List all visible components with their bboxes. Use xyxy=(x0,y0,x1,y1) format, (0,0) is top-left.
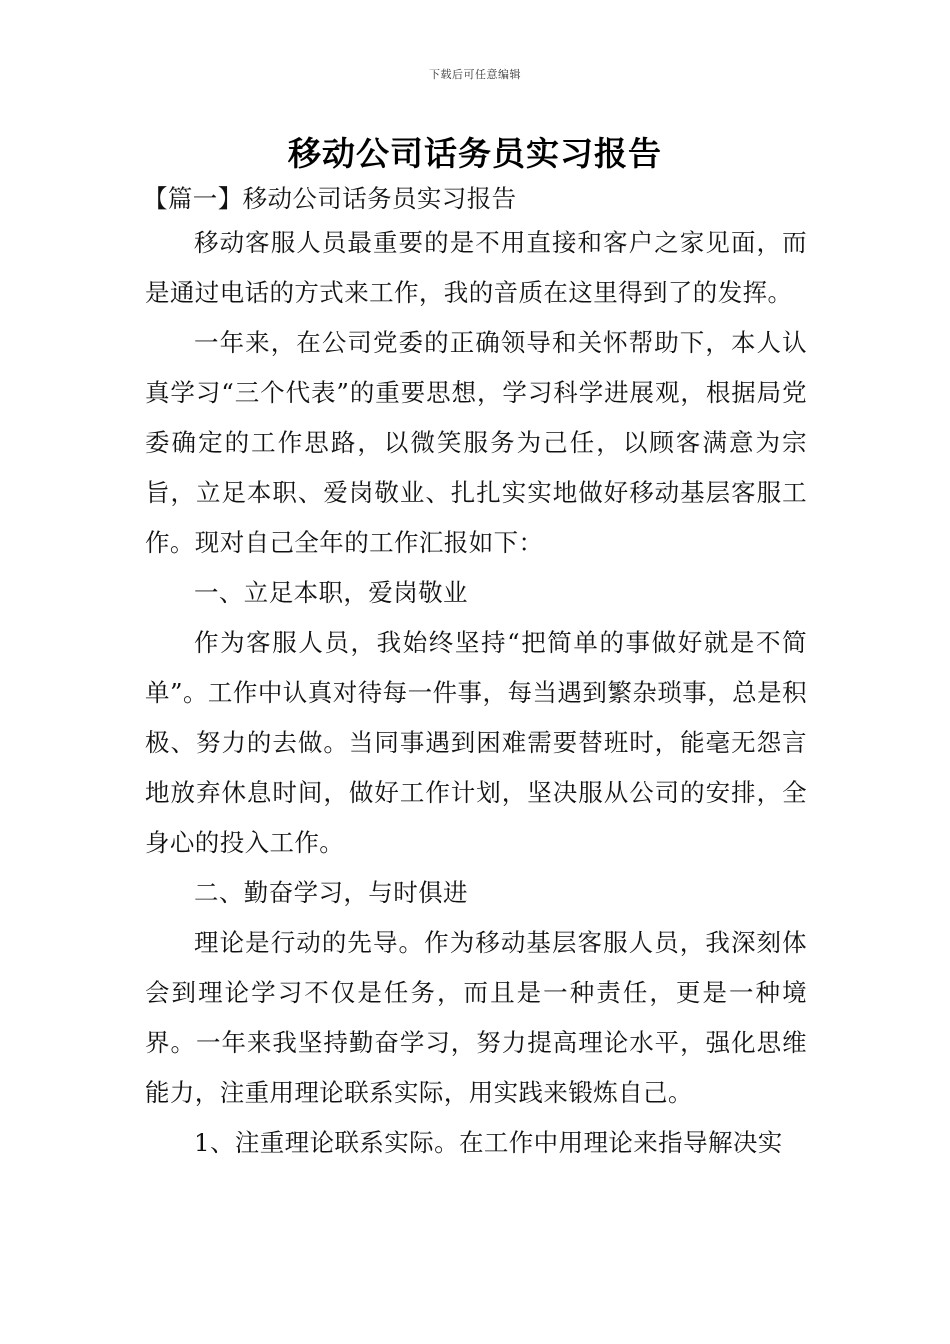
paragraph: 理论是行动的先导。作为移动基层客服人员，我深刻体会到理论学习不仅是任务，而且是一种责任，更是一种境界。一年来我坚持勤奋学习，努力提高理论水平，强化思维能力，注重用理论联系实际，用实践来锻炼自己。 xyxy=(145,928,807,1107)
paragraph: 作为客服人员，我始终坚持“把简单的事做好就是不简单”。工作中认真对待每一件事，每当遇到繁杂琐事，总是积极、努力的去做。当同事遇到困难需要替班时，能毫无怨言地放弃休息时间，做好工作计划，坚决服从公司的安排，全身心的投入工作。 xyxy=(145,628,807,857)
paragraph: 一年来，在公司党委的正确领导和关怀帮助下，本人认真学习“三个代表”的重要思想，学习科学进展观，根据局党委确定的工作思路，以微笑服务为己任，以顾客满意为宗旨，立足本职、爱岗敬业、扎扎实实地做好移动基层客服工作。现对自己全年的工作汇报如下： xyxy=(145,328,807,557)
section-heading: 一、立足本职，爱岗敬业 xyxy=(194,578,468,607)
document-title: 移动公司话务员实习报告 xyxy=(288,134,662,173)
paragraph: 移动客服人员最重要的是不用直接和客户之家见面，而是通过电话的方式来工作，我的音质在这里得到了的发挥。 xyxy=(145,228,807,307)
section-label: 【篇一】移动公司话务员实习报告 xyxy=(143,184,517,213)
header-note: 下载后可任意编辑 xyxy=(429,68,521,81)
section-heading: 二、勤奋学习，与时俱进 xyxy=(194,878,468,907)
paragraph: 1、注重理论联系实际。在工作中用理论来指导解决实 xyxy=(194,1128,783,1157)
document-body xyxy=(145,180,807,1168)
